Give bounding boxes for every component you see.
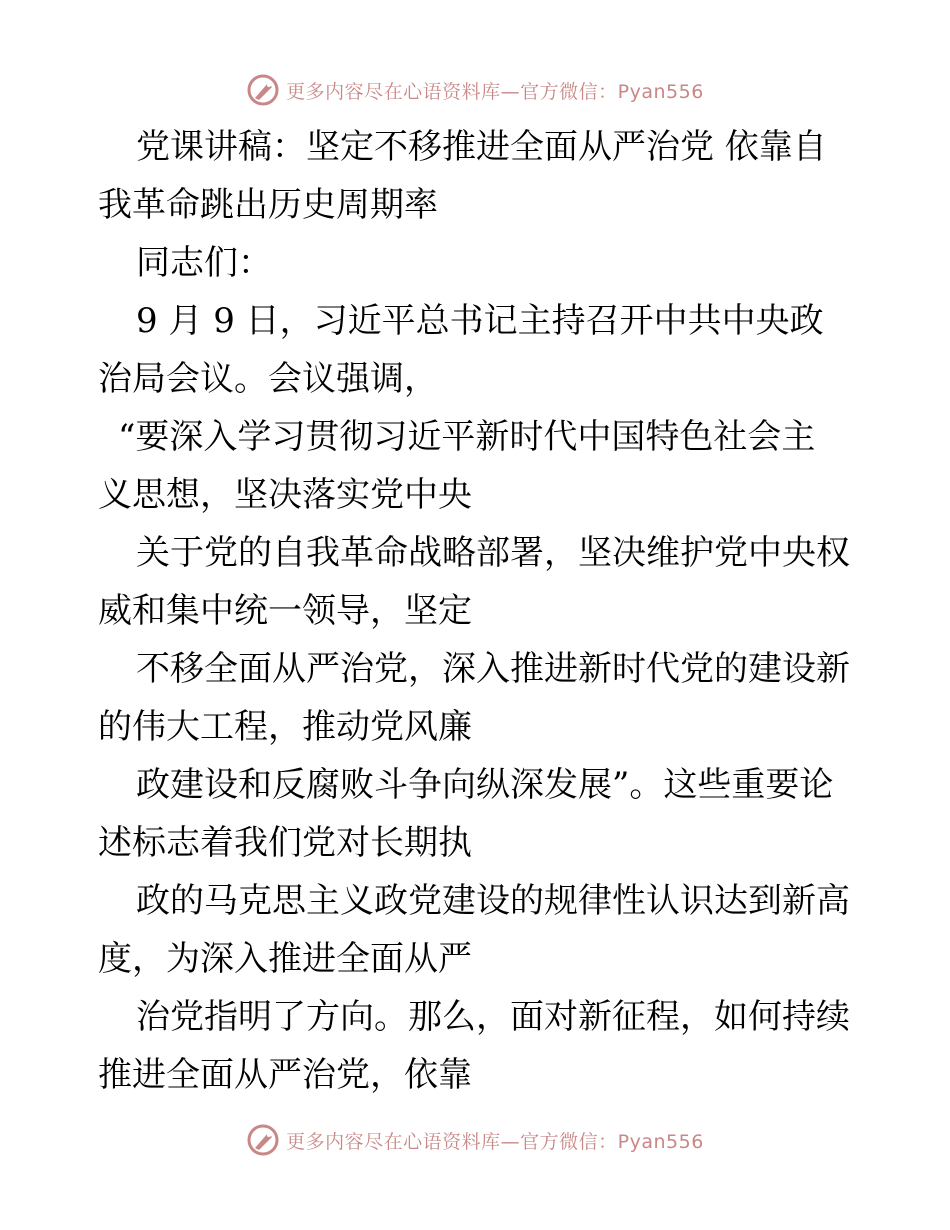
paragraph-line: 推进全面从严治党，依靠 [98,1055,472,1095]
paragraph-line: 不移全面从严治党，深入推进新时代党的建设新 [136,649,850,689]
pen-nib-seal-icon [246,1123,280,1157]
paragraph-line: “要深入学习贯彻习近平新时代中国特色社会主 [118,417,816,457]
paragraph-line: 述标志着我们党对长期执 [98,823,472,863]
salutation: 同志们： [136,243,272,283]
header-banner-text: 更多内容尽在心语资料库—官方微信：Pyan556 [286,80,704,103]
paragraph-line: 义思想，坚决落实党中央 [98,475,472,515]
paragraph-line: 政的马克思主义政党建设的规律性认识达到新高 [136,881,850,921]
paragraph-line: 的伟大工程，推动党风廉 [98,707,472,747]
pen-nib-seal-icon [246,73,280,107]
paragraph-line: 关于党的自我革命战略部署，坚决维护党中央权 [136,533,850,573]
footer-banner [0,1120,950,1160]
footer-banner-text: 更多内容尽在心语资料库—官方微信：Pyan556 [286,1130,704,1153]
paragraph-line: 政建设和反腐败斗争向纵深发展”。这些重要论 [136,765,834,805]
header-banner [0,70,950,110]
paragraph-line: 治党指明了方向。那么，面对新征程，如何持续 [136,997,850,1037]
paragraph-line: 治局会议。会议强调， [98,359,438,399]
paragraph-line: 9 月 9 日，习近平总书记主持召开中共中央政 [136,301,824,341]
paragraph-line: 度，为深入推进全面从严 [98,939,472,979]
paragraph-line: 威和集中统一领导，坚定 [98,591,472,631]
document-body [98,118,858,1104]
title-line-1: 党课讲稿：坚定不移推进全面从严治党 依靠自 [136,127,827,167]
title-line-2: 我革命跳出历史周期率 [98,185,438,225]
